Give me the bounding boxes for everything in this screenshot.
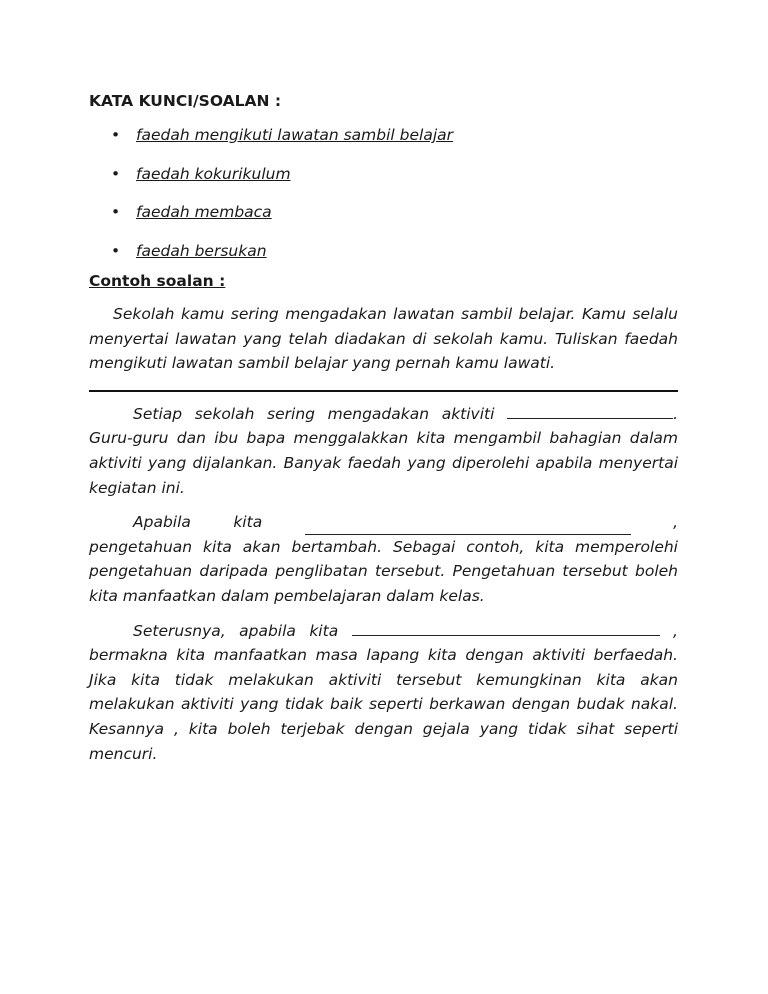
page-heading: KATA KUNCI/SOALAN : [89, 92, 282, 110]
list-item [89, 240, 678, 262]
essay-text: . Guru-guru dan ibu bapa menggalakkan kita mengambil bahagian dalam aktiviti yang dijalankan. Banyak faedah yang diperolehi apabila menyertai kegiatan ini. [89, 404, 678, 497]
bullet-icon: • [111, 203, 121, 221]
keyword-text: faedah kokurikulum [136, 164, 291, 183]
essay-text: , bermakna kita manfaatkan masa lapang kita dengan aktiviti berfaedah. Jika kita tidak melakukan aktiviti tersebut kemungkinan kita akan melakukan aktiviti yang tidak baik seperti berkawan dengan budak nakal. Kesannya , kita boleh terjebak dengan gejala yang tidak sihat seperti mencuri. [89, 621, 678, 763]
divider [89, 390, 678, 392]
bullet-icon: • [111, 126, 121, 144]
essay-text: kita [233, 513, 263, 532]
keyword-text: faedah mengikuti lawatan sambil belajar [136, 126, 454, 144]
essay-text: pengetahuan kita akan bertambah. Sebagai contoh, kita memperolehi pengetahuan daripada penglibatan tersebut. Pengetahuan tersebut boleh kita manfaatkan dalam pembelajaran dalam kelas. [89, 537, 678, 605]
keyword-text: faedah bersukan [136, 241, 267, 260]
list-item [89, 163, 678, 185]
question-text: Sekolah kamu sering mengadakan lawatan sambil belajar. Kamu selalu menyertai lawatan yang telah diadakan di sekolah kamu. Tuliskan faedah mengikuti lawatan sambil belajar yang pernah kamu lawati. [89, 305, 678, 373]
bullet-icon: • [111, 241, 121, 260]
list-item [89, 124, 678, 146]
essay-text: Apabila [133, 513, 191, 532]
keyword-text: faedah membaca [136, 203, 272, 221]
essay-paragraph-3 [89, 619, 678, 767]
blank-line [305, 520, 631, 535]
blank-line [352, 621, 660, 636]
blank-line [507, 404, 673, 419]
essay-line [89, 510, 678, 535]
essay-text: Seterusnya, apabila kita [133, 621, 339, 640]
keyword-list [89, 124, 678, 262]
essay-paragraph-1 [89, 402, 678, 500]
worksheet-page [89, 90, 678, 776]
example-heading: Contoh soalan : [89, 272, 226, 290]
essay-paragraph-2 [89, 510, 678, 608]
bullet-icon: • [111, 164, 121, 183]
essay-text: Setiap sekolah sering mengadakan aktiviti [133, 404, 495, 423]
essay-text: , [673, 513, 678, 532]
list-item [89, 201, 678, 223]
